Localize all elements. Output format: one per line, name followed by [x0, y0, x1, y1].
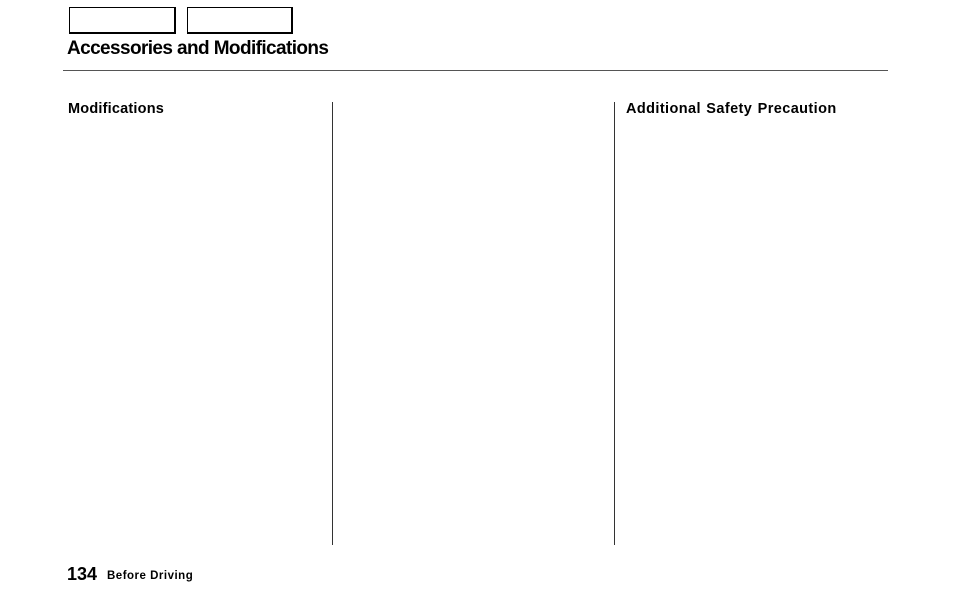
column-divider — [614, 102, 615, 545]
footer-section-name: Before Driving — [107, 570, 194, 582]
section-heading-modifications: Modifications — [68, 101, 165, 117]
page-title: Accessories and Modifications — [67, 38, 329, 59]
column-divider — [332, 102, 333, 545]
title-divider — [63, 70, 888, 71]
nav-tab-box[interactable] — [187, 7, 293, 34]
nav-tab-box[interactable] — [69, 7, 176, 34]
page-number: 134 — [67, 564, 98, 584]
section-heading-safety-precaution: Additional Safety Precaution — [626, 101, 837, 117]
